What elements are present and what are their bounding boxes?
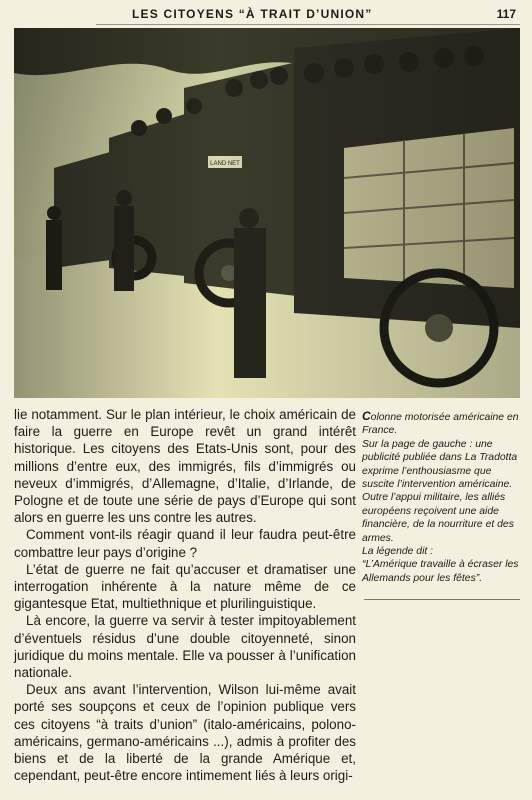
convoy-photo-illustration (14, 28, 520, 398)
caption-description: Sur la page de gauche : une publicité publiée dans La Tradotta exprime l’enthousiasme que suscite l’intervention américaine. Outre l’appui militaire, les alliés européens reçoivent une aide financière, de la nourriture et des armes. (362, 438, 518, 544)
caption-legend-quote: “L’Amérique travaille à écraser les Allemands pour les fêtes”. (362, 559, 519, 584)
article-body (14, 406, 356, 784)
paragraph: Deux ans avant l’intervention, Wilson lui-même avait porté ses soupçons et ceux de l’opinion publique vers ces citoyens “à traits d’union” (italo-américains, polono-américains, germano-américains ...), admis à profiter des biens et de la liberté de la grande Amérique et, cependant, peut-être encore intimement liés à leurs origi- (14, 682, 356, 784)
page-header (96, 6, 520, 25)
caption-title (362, 410, 522, 438)
caption-divider (364, 599, 520, 600)
page-number: 117 (496, 7, 516, 21)
paragraph: lie notamment. Sur le plan intérieur, le choix américain de faire la guerre en Europe revêt un grand intérêt historique. Les citoyens des Etats-Unis sont, pour des millions d’entre eux, des immigrés, fils d’immigrés ou neveux d’immigrés, d’Allemagne, d’Italie, d’Irlande, de Pologne et de toute une série de pays d’Europe qui sont alors en guerre les uns contre les autres. (14, 407, 356, 526)
running-title: LES CITOYENS “À TRAIT D’UNION” (132, 7, 373, 21)
caption-drop-letter: C (362, 409, 371, 423)
paragraph: L’état de guerre ne fait qu’accuser et dramatiser une interrogation inhérente à la nature même de ce gigantesque Etat, multiethnique et plurilinguistique. (14, 561, 356, 612)
caption-title-text: olonne motorisée américaine en France. (362, 412, 519, 437)
paragraph: Comment vont-ils réagir quand il leur faudra peut-être combattre leur pays d’origine ? (14, 527, 356, 560)
historical-photo (14, 28, 520, 398)
caption-legend-label: La légende dit : (362, 546, 434, 558)
paragraph: Là encore, la guerre va servir à tester impitoyablement d’éventuels résidus d’une double citoyenneté, sinon juridique du moins mentale. Elle va pousser à l’unification nationale. (14, 613, 356, 681)
photo-caption (362, 410, 522, 585)
